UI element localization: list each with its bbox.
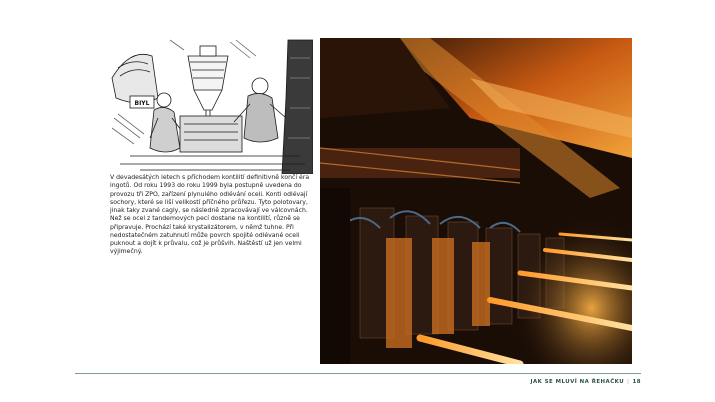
sketch-illustration	[110, 38, 313, 174]
page-footer	[440, 379, 641, 385]
sketch-sign-text: BIYL	[134, 100, 150, 107]
footer-title: JAK SE MLUVÍ NA ŘEHAČKU	[530, 379, 625, 385]
steel-casting-photo	[320, 38, 632, 364]
footer-rule	[75, 373, 641, 374]
page-number: 18	[632, 379, 641, 385]
body-paragraph: V devadesátých letech s příchodem kontilití definitivně končí éra ingotů. Od roku 1993 do roku 1999 byla postupně uvedena do provozu tři ZPO, zařízení plynulého odlévání oceli. Konti odlévají sochory, které se liší velikostí příčného průřezu. Tyto polotovary, jinak taky zvané cagly, se následně zpracovávají ve válcovnách. Než se ocel z tandemových pecí dostane na kontilití, různě se připravuje. Prochází také krystalizátorem, v němž tuhne. Při nedostatečném zatuhnutí může povrch spojité odlévané oceli puknout a dojít k průvalu, což je průšvih. Naštěstí už jen velmi výjimečný.	[110, 174, 310, 256]
footer-separator: |	[627, 379, 630, 385]
